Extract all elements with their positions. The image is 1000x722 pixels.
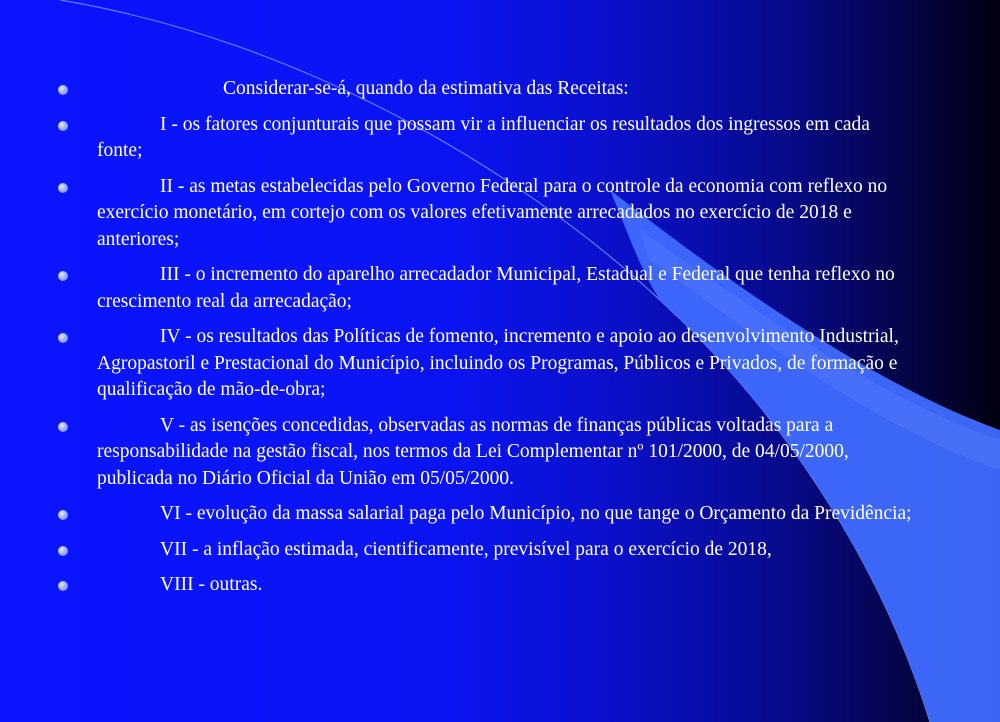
list-item bbox=[56, 413, 916, 493]
list-item-text: I - os fatores conjunturais que possam vir a influenciar os resultados dos ingressos em cada fonte; bbox=[97, 113, 870, 161]
bullet-icon bbox=[58, 183, 68, 193]
bullet-icon bbox=[58, 85, 68, 95]
list-item-text: IV - os resultados das Políticas de fomento, incremento e apoio ao desenvolvimento Industrial, Agropastoril e Prestacional do Município, incluindo os Programas, Públicos e Privados, de formação e qualificação de mão-de-obra; bbox=[97, 326, 899, 400]
list-item bbox=[56, 174, 916, 254]
bullet-icon bbox=[58, 581, 68, 591]
slide-content bbox=[56, 76, 916, 608]
list-item-text: III - o incremento do aparelho arrecadador Municipal, Estadual e Federal que tenha reflexo no crescimento real da arrecadação; bbox=[97, 264, 895, 312]
list-item-text: Considerar-se-á, quando da estimativa das Receitas: bbox=[223, 78, 629, 99]
list-item-text: VI - evolução da massa salarial paga pelo Município, no que tange o Orçamento da Previdência; bbox=[160, 503, 912, 524]
list-item bbox=[56, 572, 916, 599]
list-item-text: VII - a inflação estimada, cientificamente, previsível para o exercício de 2018, bbox=[160, 538, 772, 560]
bullet-icon bbox=[58, 546, 68, 556]
list-item bbox=[56, 112, 916, 165]
bullet-icon bbox=[58, 510, 68, 520]
list-item bbox=[56, 501, 916, 528]
bullet-list bbox=[56, 76, 916, 599]
bullet-icon bbox=[58, 121, 68, 131]
list-item bbox=[56, 76, 916, 103]
bullet-icon bbox=[58, 271, 68, 281]
list-item bbox=[56, 537, 916, 564]
list-item-text: VIII - outras. bbox=[160, 574, 263, 595]
list-item-text: V - as isenções concedidas, observadas as normas de finanças públicas voltadas para a responsabilidade na gestão fiscal, nos termos da Lei Complementar nº 101/2000, de 04/05/2000, publicada no Diário Oficial da União em 05/05/2000. bbox=[97, 414, 849, 489]
list-item bbox=[56, 262, 916, 315]
bullet-icon bbox=[58, 422, 68, 432]
bullet-icon bbox=[58, 333, 68, 343]
list-item bbox=[56, 324, 916, 404]
list-item-text: II - as metas estabelecidas pelo Governo Federal para o controle da economia com reflexo no exercício monetário, em cortejo com os valores efetivamente arrecadados no exercício de 2018 e anteriores; bbox=[97, 175, 888, 250]
